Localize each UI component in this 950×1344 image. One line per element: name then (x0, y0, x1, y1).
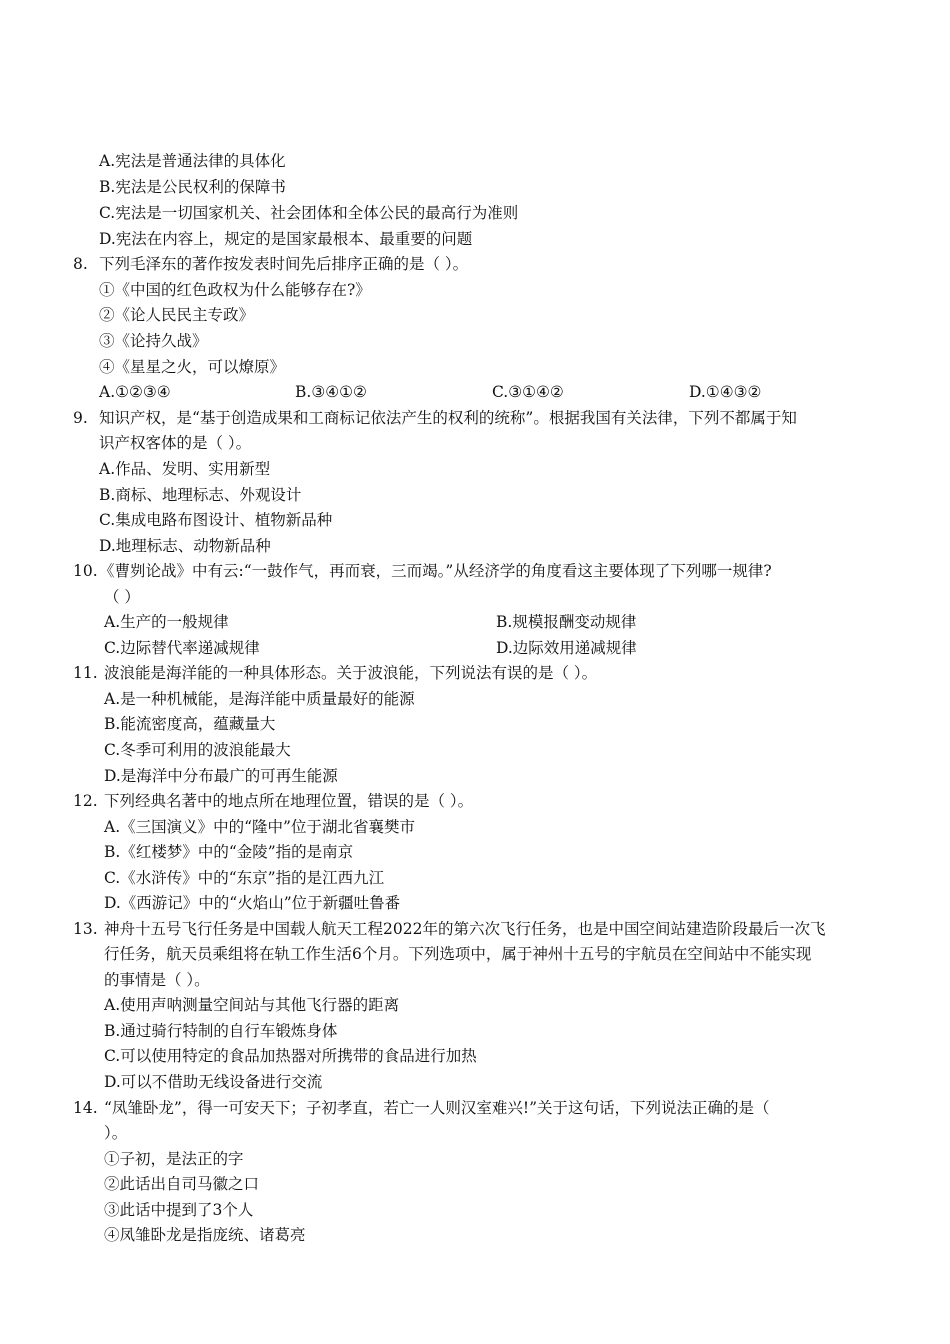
q11-stem: 波浪能是海洋能的一种具体形态。关于波浪能，下列说法有误的是（ ）。 (104, 664, 598, 682)
q14-stem: ）。 (104, 1124, 128, 1142)
q13-stem: 行任务，航天员乘组将在轨工作生活6个月。下列选项中，属于神州十五号的宇航员在空间站中不能实现 (104, 945, 812, 963)
q7-option-c: C.宪法是一切国家机关、社会团体和全体公民的最高行为准则 (99, 204, 519, 222)
q9-number: 9. (73, 409, 88, 427)
q13-stem: 神舟十五号飞行任务是中国载人航天工程2022年的第六次飞行任务，也是中国空间站建造阶段最后一次飞 (104, 920, 826, 938)
q9-stem: 识产权客体的是（ ）。 (99, 434, 252, 452)
q10-option-b: B.规模报酬变动规律 (496, 613, 637, 631)
q8-option-d: D.①④③② (689, 383, 762, 401)
q8-item: ②《论人民民主专政》 (99, 306, 255, 324)
q8-option-c: C.③①④② (492, 383, 564, 401)
q9-option-d: D.地理标志、动物新品种 (99, 537, 271, 555)
q13-option-a: A.使用声呐测量空间站与其他飞行器的距离 (104, 996, 400, 1014)
q12-option-d: D.《西游记》中的“火焰山”位于新疆吐鲁番 (104, 894, 401, 912)
q14-item: ③此话中提到了3个人 (104, 1201, 254, 1219)
q12-option-c: C.《水浒传》中的“东京”指的是江西九江 (104, 869, 385, 887)
q14-stem: “凤雏卧龙”，得一可安天下；子初孝直，若亡一人则汉室难兴!”关于这句话，下列说法正确的是（ (104, 1099, 770, 1117)
q9-stem: 知识产权，是“基于创造成果和工商标记依法产生的权利的统称”。根据我国有关法律，下列不都属于知 (99, 409, 797, 427)
q12-number: 12. (73, 792, 98, 810)
q9-option-c: C.集成电路布图设计、植物新品种 (99, 511, 333, 529)
q13-stem: 的事情是（ ）。 (104, 971, 210, 989)
q7-option-b: B.宪法是公民权利的保障书 (99, 178, 286, 196)
q12-stem: 下列经典名著中的地点所在地理位置，错误的是（ ）。 (104, 792, 474, 810)
q13-option-d: D.可以不借助无线设备进行交流 (104, 1073, 323, 1091)
q8-option-a: A.①②③④ (99, 383, 171, 401)
q11-option-a: A.是一种机械能，是海洋能中质量最好的能源 (104, 690, 415, 708)
q12-option-b: B.《红楼梦》中的“金陵”指的是南京 (104, 843, 354, 861)
q8-item: ③《论持久战》 (99, 332, 208, 350)
q14-item: ④凤雏卧龙是指庞统、诸葛亮 (104, 1226, 306, 1244)
q7-option-d: D.宪法在内容上，规定的是国家最根本、最重要的问题 (99, 230, 473, 248)
q14-item: ②此话出自司马徽之口 (104, 1175, 260, 1193)
q10-number: 10. (73, 562, 98, 580)
q12-option-a: A.《三国演义》中的“隆中”位于湖北省襄樊市 (104, 818, 415, 836)
q14-item: ①子初，是法正的字 (104, 1150, 244, 1168)
q9-option-b: B.商标、地理标志、外观设计 (99, 486, 302, 504)
q10-option-c: C.边际替代率递减规律 (104, 639, 260, 657)
q8-stem: 下列毛泽东的著作按发表时间先后排序正确的是（ ）。 (99, 255, 469, 273)
q11-number: 11. (73, 664, 98, 682)
q8-number: 8. (73, 255, 88, 273)
q13-option-c: C.可以使用特定的食品加热器对所携带的食品进行加热 (104, 1047, 477, 1065)
q8-option-b: B.③④①② (295, 383, 367, 401)
q13-number: 13. (73, 920, 98, 938)
q7-option-a: A.宪法是普通法律的具体化 (99, 152, 286, 170)
q8-item: ①《中国的红色政权为什么能够存在?》 (99, 281, 371, 299)
q10-stem: 《曹刿论战》中有云:“一鼓作气，再而衰，三而竭。”从经济学的角度看这主要体现了下列哪一规律? (99, 562, 772, 580)
q8-item: ④《星星之火，可以燎原》 (99, 358, 286, 376)
q13-option-b: B.通过骑行特制的自行车锻炼身体 (104, 1022, 338, 1040)
q10-option-d: D.边际效用递减规律 (496, 639, 637, 657)
q14-number: 14. (73, 1099, 98, 1117)
q9-option-a: A.作品、发明、实用新型 (99, 460, 271, 478)
q11-option-b: B.能流密度高，蕴藏量大 (104, 715, 276, 733)
q10-option-a: A.生产的一般规律 (104, 613, 229, 631)
q11-option-c: C.冬季可利用的波浪能最大 (104, 741, 291, 759)
q10-stem: （ ） (104, 588, 140, 606)
q11-option-d: D.是海洋中分布最广的可再生能源 (104, 767, 338, 785)
